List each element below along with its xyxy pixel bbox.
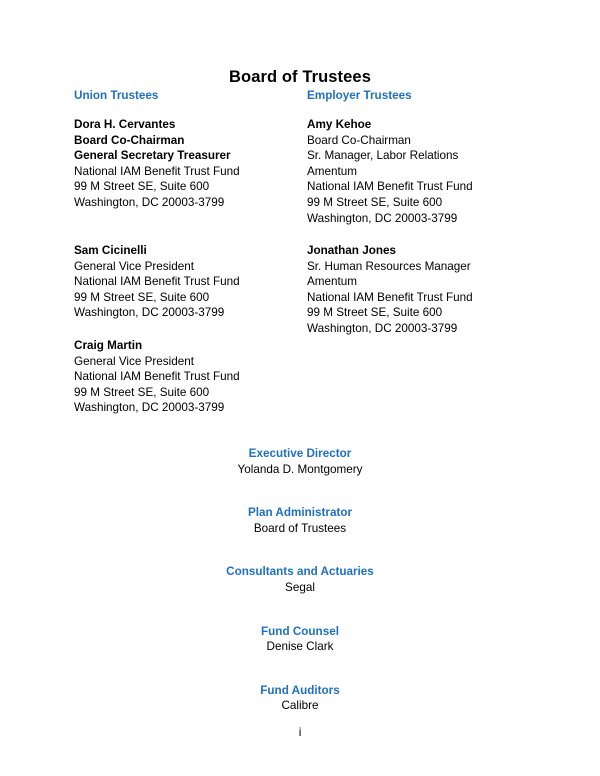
trustee-line: Board Co-Chairman <box>74 133 185 147</box>
trustee-line: Washington, DC 20003-3799 <box>74 195 225 209</box>
officer-role: Consultants and Actuaries <box>226 565 374 579</box>
trustee-line: Board Co-Chairman <box>307 133 411 147</box>
trustee-block <box>74 338 304 416</box>
trustee-line: General Secretary Treasurer <box>74 149 231 163</box>
trustee-block <box>74 243 304 321</box>
officer-role: Plan Administrator <box>247 506 353 520</box>
trustee-line: 99 M Street SE, Suite 600 <box>307 306 443 320</box>
trustee-line: 99 M Street SE, Suite 600 <box>307 195 443 209</box>
officer-role: Executive Director <box>248 447 352 460</box>
trustee-line: Jonathan Jones <box>307 244 396 257</box>
officer-entry <box>0 446 600 477</box>
trustee-block <box>307 117 537 226</box>
trustee-line: National IAM Benefit Trust Fund <box>74 275 240 289</box>
page-number: i <box>298 726 302 739</box>
trustee-block <box>74 117 304 211</box>
trustee-line: Washington, DC 20003-3799 <box>74 306 225 320</box>
officer-name: Board of Trustees <box>253 521 347 535</box>
trustee-line: Dora H. Cervantes <box>74 118 176 131</box>
trustee-line: Sr. Manager, Labor Relations <box>307 149 459 163</box>
trustee-line: Washington, DC 20003-3799 <box>307 321 458 335</box>
officer-name: Calibre <box>281 699 319 713</box>
trustee-line: National IAM Benefit Trust Fund <box>307 180 473 194</box>
trustee-line: Sam Cicinelli <box>74 244 147 257</box>
trustee-line: Amentum <box>307 164 358 178</box>
officers-list <box>0 446 600 714</box>
trustee-line: 99 M Street SE, Suite 600 <box>74 385 210 399</box>
officer-entry <box>0 564 600 595</box>
officer-name: Yolanda D. Montgomery <box>237 462 363 476</box>
trustee-line: General Vice President <box>74 259 194 273</box>
column-heading-union: Union Trustees <box>74 89 159 102</box>
officer-name: Segal <box>285 580 315 594</box>
officer-role: Fund Counsel <box>261 624 339 638</box>
trustee-line: National IAM Benefit Trust Fund <box>307 290 473 304</box>
trustee-line: 99 M Street SE, Suite 600 <box>74 180 210 194</box>
page-title: Board of Trustees <box>229 68 371 86</box>
trustee-block <box>307 243 537 337</box>
trustee-line: Washington, DC 20003-3799 <box>307 211 458 225</box>
officer-entry <box>0 505 600 536</box>
officer-role: Fund Auditors <box>260 683 340 697</box>
trustee-line: Washington, DC 20003-3799 <box>74 401 225 415</box>
employer-trustees-column <box>307 88 537 335</box>
union-trustees-column <box>74 88 304 415</box>
trustee-line: Craig Martin <box>74 339 143 352</box>
officer-entry <box>0 683 600 714</box>
trustee-line: National IAM Benefit Trust Fund <box>74 164 240 178</box>
trustee-line: 99 M Street SE, Suite 600 <box>74 290 210 304</box>
trustee-line: General Vice President <box>74 354 194 368</box>
trustee-line: Sr. Human Resources Manager <box>307 259 471 273</box>
officer-name: Denise Clark <box>266 640 334 654</box>
officer-entry <box>0 624 600 655</box>
trustee-line: Amy Kehoe <box>307 118 372 131</box>
trustee-line: Amentum <box>307 275 358 289</box>
column-heading-employer: Employer Trustees <box>307 89 412 102</box>
trustee-line: National IAM Benefit Trust Fund <box>74 370 240 384</box>
